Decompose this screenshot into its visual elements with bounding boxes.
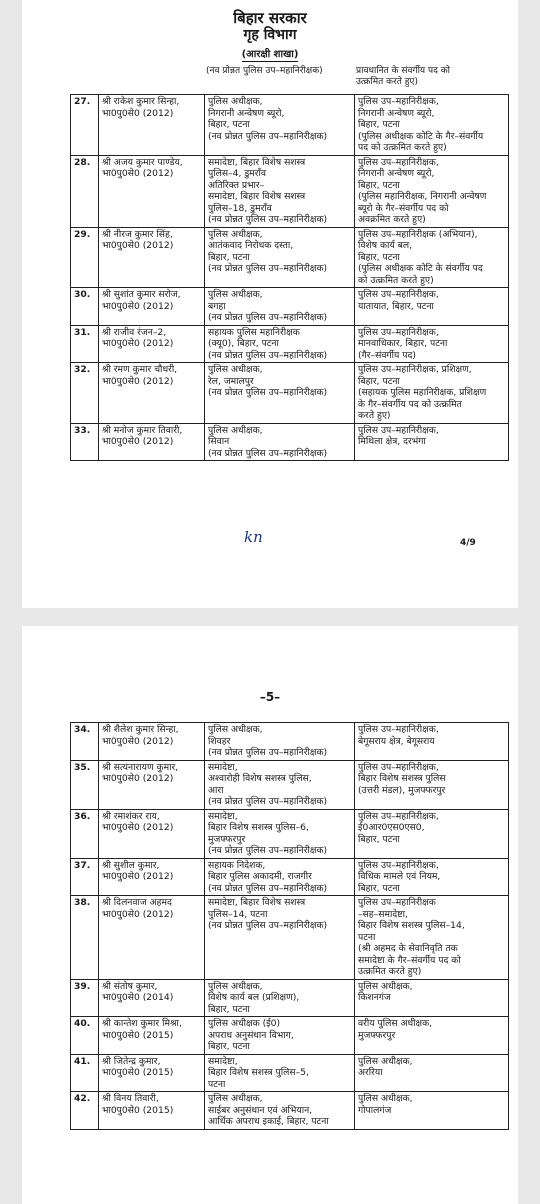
serial-number: 42. xyxy=(71,1092,99,1130)
officer-name: श्री रमण कुमार चौधरी, भा0पु0से0 (2012) xyxy=(99,363,205,424)
new-posting: पुलिस उप–महानिरीक्षक, मानवाधिकार, बिहार, पटना (गैर–संवर्गीय पद) xyxy=(355,325,509,363)
document-header xyxy=(22,10,518,62)
new-posting: पुलिस उप–महानिरीक्षक, मिथिला क्षेत्र, दरभंगा xyxy=(355,423,509,461)
officer-name: श्री सुशील कुमार, भा0पु0से0 (2012) xyxy=(99,858,205,896)
current-posting: सहायक पुलिस महानिरीक्षक (क्यू0), बिहार, पटना (नव प्रोन्नत पुलिस उप–महानिरीक्षक) xyxy=(205,325,355,363)
table-row xyxy=(71,896,509,980)
current-posting: पुलिस अधीक्षक, निगरानी अन्वेषण ब्यूरो, बिहार, पटना (नव प्रोन्नत पुलिस उप–महानिरीक्षक) xyxy=(205,95,355,156)
current-posting: समादेष्टा, बिहार विशेष सशस्त्र पुलिस–6, मुजफ्फरपुर (नव प्रोन्नत पुलिस उप–महानिरीक्षक) xyxy=(205,809,355,858)
serial-number: 29. xyxy=(71,227,99,288)
new-posting: पुलिस अधीक्षक, किशनगंज xyxy=(355,979,509,1017)
posting-table-page4 xyxy=(70,94,509,461)
serial-number: 34. xyxy=(71,723,99,761)
serial-number: 41. xyxy=(71,1054,99,1092)
page-number: –5– xyxy=(259,690,281,704)
officer-name: श्री राजीव रंजन–2, भा0पु0से0 (2012) xyxy=(99,325,205,363)
table-row xyxy=(71,723,509,761)
table-row xyxy=(71,809,509,858)
table-row xyxy=(71,858,509,896)
current-posting: पुलिस अधीक्षक, आतंकवाद निरोधक दस्ता, बिहार, पटना (नव प्रोन्नत पुलिस उप–महानिरीक्षक) xyxy=(205,227,355,288)
new-posting: पुलिस उप–महानिरीक्षक, यातायात, बिहार, पटना xyxy=(355,288,509,326)
signature-initials: kn xyxy=(244,528,263,546)
table-row xyxy=(71,423,509,461)
officer-name: श्री राकेश कुमार सिन्हा, भा0पु0से0 (2012) xyxy=(99,95,205,156)
new-posting: पुलिस उप–महानिरीक्षक, बेगूसराय क्षेत्र, बेगूसराय xyxy=(355,723,509,761)
serial-number: 36. xyxy=(71,809,99,858)
continuation-mid: (नव प्रोन्नत पुलिस उप–महानिरीक्षक) xyxy=(206,66,323,76)
page-number: 4/9 xyxy=(460,538,476,548)
serial-number: 27. xyxy=(71,95,99,156)
table-row xyxy=(71,95,509,156)
officer-name: श्री मनोज कुमार तिवारी, भा0पु0से0 (2012) xyxy=(99,423,205,461)
current-posting: समादेष्टा, बिहार विशेष सशस्त्र पुलिस–5, पटना xyxy=(205,1054,355,1092)
serial-number: 35. xyxy=(71,760,99,809)
officer-name: श्री अजय कुमार पाण्डेय, भा0पु0से0 (2012) xyxy=(99,155,205,227)
current-posting: पुलिस अधीक्षक, रेल, जमालपुर (नव प्रोन्नत पुलिस उप–महानिरीक्षक) xyxy=(205,363,355,424)
document-page-5 xyxy=(22,626,518,1204)
current-posting: समादेष्टा, अश्वारोही विशेष सशस्त्र पुलिस, आरा (नव प्रोन्नत पुलिस उप–महानिरीक्षक) xyxy=(205,760,355,809)
officer-name: श्री सत्यनारायण कुमार, भा0पु0से0 (2012) xyxy=(99,760,205,809)
current-posting: पुलिस अधीक्षक, विशेष कार्य बल (प्रशिक्षण), बिहार, पटना xyxy=(205,979,355,1017)
serial-number: 39. xyxy=(71,979,99,1017)
table-row xyxy=(71,1092,509,1130)
serial-number: 37. xyxy=(71,858,99,896)
current-posting: पुलिस अधीक्षक, बगहा (नव प्रोन्नत पुलिस उप–महानिरीक्षक) xyxy=(205,288,355,326)
table-row xyxy=(71,155,509,227)
table-row xyxy=(71,325,509,363)
current-posting: पुलिस अधीक्षक, साईबर अनुसंधान एवं अभियान, आर्थिक अपराध इकाई, बिहार, पटना xyxy=(205,1092,355,1130)
current-posting: सहायक निदेशक, बिहार पुलिस अकादमी, राजगीर (नव प्रोन्नत पुलिस उप–महानिरीक्षक) xyxy=(205,858,355,896)
new-posting: पुलिस उप–महानिरीक्षक, निगरानी अन्वेषण ब्यूरो, बिहार, पटना (पुलिस अधीक्षक कोटि के गैर–संवर्गीय पद को उत्क्रमित करते हुए) xyxy=(355,95,509,156)
table-row xyxy=(71,363,509,424)
serial-number: 28. xyxy=(71,155,99,227)
officer-name: श्री रमाशंकर राय, भा0पु0से0 (2012) xyxy=(99,809,205,858)
new-posting: पुलिस अधीक्षक, अररिया xyxy=(355,1054,509,1092)
new-posting: पुलिस उप–महानिरीक्षक, प्रशिक्षण, बिहार, पटना (सहायक पुलिस महानिरीक्षक, प्रशिक्षण के गैर–संवर्गीय पद को उत्क्रमित करते हुए) xyxy=(355,363,509,424)
document-page-4 xyxy=(22,0,518,608)
new-posting: पुलिस उप–महानिरीक्षक, निगरानी अन्वेषण ब्यूरो, बिहार, पटना (पुलिस महानिरीक्षक, निगरानी अन्वेषण ब्यूरो के गैर–संवर्गीय पद को अवक्रमित करते हुए) xyxy=(355,155,509,227)
serial-number: 30. xyxy=(71,288,99,326)
table-row xyxy=(71,979,509,1017)
serial-number: 38. xyxy=(71,896,99,980)
new-posting: पुलिस उप–महानिरीक्षक, बिहार विशेष सशस्त्र पुलिस (उत्तरी मंडल), मुजफ्फरपुर xyxy=(355,760,509,809)
officer-name: श्री सुशांत कुमार सरोज, भा0पु0से0 (2012) xyxy=(99,288,205,326)
new-posting: पुलिस उप–महानिरीक्षक (अभियान), विशेष कार्य बल, बिहार, पटना (पुलिस अधीक्षक कोटि के संवर्गीय पद को उत्क्रमित करते हुए) xyxy=(355,227,509,288)
serial-number: 33. xyxy=(71,423,99,461)
continuation-right: प्रावधानित के संवर्गीय पद को उत्क्रमित करते हुए) xyxy=(356,66,450,87)
table-row xyxy=(71,288,509,326)
header-branch: (आरक्षी शाखा) xyxy=(241,49,299,61)
new-posting: पुलिस उप–महानिरीक्षक, ई0आर0एस0एस0, बिहार, पटना xyxy=(355,809,509,858)
current-posting: पुलिस अधीक्षक, शिवहर (नव प्रोन्नत पुलिस उप–महानिरीक्षक) xyxy=(205,723,355,761)
serial-number: 32. xyxy=(71,363,99,424)
officer-name: श्री विनय तिवारी, भा0पु0से0 (2015) xyxy=(99,1092,205,1130)
new-posting: पुलिस उप–महानिरीक्षक, विधिक मामले एवं नियम, बिहार, पटना xyxy=(355,858,509,896)
new-posting: वरीय पुलिस अधीक्षक, मुजफ्फरपुर xyxy=(355,1017,509,1055)
table-row xyxy=(71,760,509,809)
officer-name: श्री कान्तेश कुमार मिश्रा, भा0पु0से0 (2015) xyxy=(99,1017,205,1055)
header-department: गृह विभाग xyxy=(243,27,297,44)
header-government: बिहार सरकार xyxy=(233,9,307,27)
serial-number: 40. xyxy=(71,1017,99,1055)
current-posting: समादेष्टा, बिहार विशेष सशस्त्र पुलिस–14, पटना (नव प्रोन्नत पुलिस उप–महानिरीक्षक) xyxy=(205,896,355,980)
new-posting: पुलिस अधीक्षक, गोपालगंज xyxy=(355,1092,509,1130)
current-posting: पुलिस अधीक्षक (ई0) अपराध अनुसंधान विभाग, बिहार, पटना xyxy=(205,1017,355,1055)
table-row xyxy=(71,1054,509,1092)
serial-number: 31. xyxy=(71,325,99,363)
posting-table-page5 xyxy=(70,722,509,1130)
current-posting: पुलिस अधीक्षक, सिवान (नव प्रोन्नत पुलिस उप–महानिरीक्षक) xyxy=(205,423,355,461)
officer-name: श्री दिलनवाज अहमद भा0पु0से0 (2012) xyxy=(99,896,205,980)
officer-name: श्री संतोष कुमार, भा0पु0से0 (2014) xyxy=(99,979,205,1017)
new-posting: पुलिस उप–महानिरीक्षक –सह–समादेष्टा, बिहार विशेष सशस्त्र पुलिस–14, पटना (श्री अहमद के सेवानिवृति तक समादेष्टा के गैर–संवर्गीय पद को उत्क्रमित करते हुए) xyxy=(355,896,509,980)
officer-name: श्री जितेन्द्र कुमार, भा0पु0से0 (2015) xyxy=(99,1054,205,1092)
officer-name: श्री नीरज कुमार सिंह, भा0पु0से0 (2012) xyxy=(99,227,205,288)
table-row xyxy=(71,1017,509,1055)
officer-name: श्री शैलेश कुमार सिन्हा, भा0पु0से0 (2012) xyxy=(99,723,205,761)
table-row xyxy=(71,227,509,288)
current-posting: समादेष्टा, बिहार विशेष सशस्त्र पुलिस–4, डुमराँव अतिरिक्त प्रभार– समादेष्टा, बिहार विशेष सशस्त्र पुलिस–18, डुमराँव (नव प्रोन्नत पुलिस उप–महानिरीक्षक) xyxy=(205,155,355,227)
